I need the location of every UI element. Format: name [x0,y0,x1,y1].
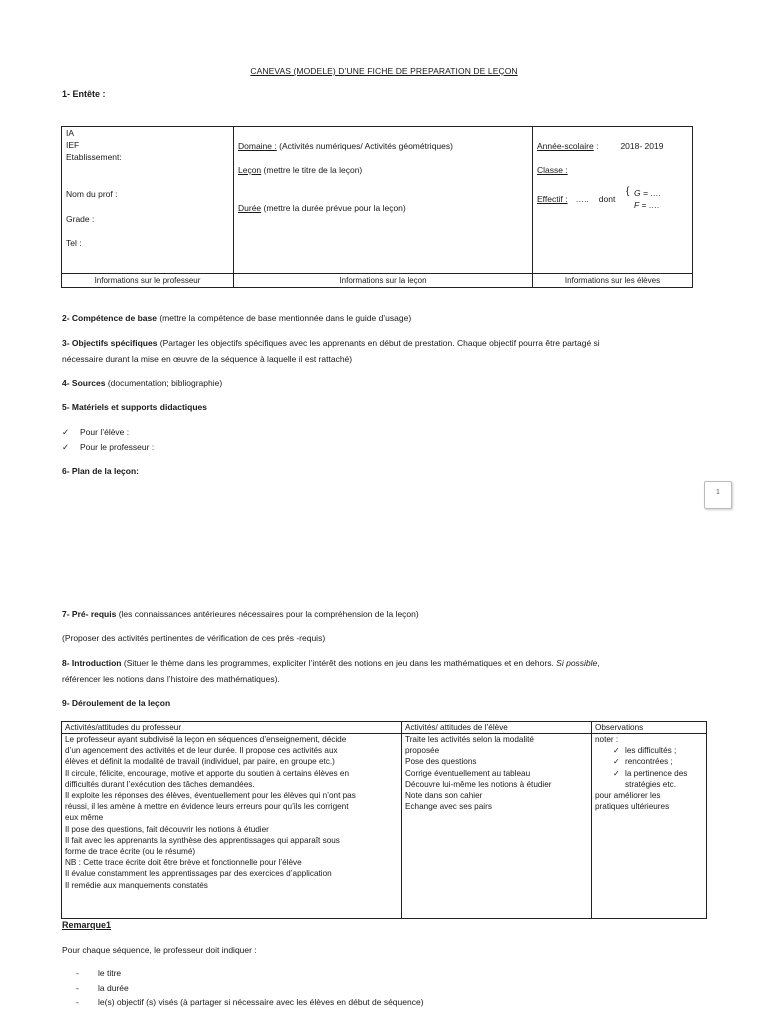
professor-info-cell [62,127,234,274]
checkmark-icon: ✓ [62,442,70,452]
sources-text: (documentation; bibliographie) [105,378,223,388]
observation-check-item [595,756,703,767]
professor-info-footer: Informations sur le professeur [62,274,234,288]
prof-activity-line: difficultés durant l’exécution des tâches demandées. [65,779,255,789]
effectif-line [537,194,615,204]
annee-label: Année-scolaire [537,141,594,151]
header-table [61,126,693,288]
remarque-item [76,983,129,993]
ief-label: IEF [66,140,80,150]
prof-activity-line: Il remédie aux manquements constatés [65,880,208,890]
etablissement-label: Etablissement: [66,152,122,162]
student-activity-line: Traite les activités selon la modalité [405,735,534,744]
brace-icon: { [626,186,630,197]
dash-bullet: - [76,968,79,978]
checkmark-icon: ✓ [613,746,620,756]
tel-label: Tel : [66,238,82,248]
prof-name-label: Nom du prof : [66,189,118,199]
remarque-title: Remarque1 [62,920,112,930]
student-activity-line: Pose des questions [405,757,477,767]
prof-activity-line: Il circule, félicite, encourage, motive et apporte du soutien à certains élèves en [65,768,349,778]
observations-cell [592,734,707,919]
prof-activity-line: eux même [65,813,104,823]
effectif-dots: ….. [575,194,589,204]
observation-line: pratiques ultérieures [595,802,670,812]
section-materiels [62,399,702,415]
observation-check-label: les difficultés ; [625,746,677,756]
remarque-item-label: le titre [98,968,122,978]
competence-text: (mettre la compétence de base mentionnée dans le guide d’usage) [156,313,412,323]
annee-colon: : [593,141,599,151]
domaine-label: Domaine : [238,141,277,151]
annee-line [537,141,663,151]
competence-title: 2- Compétence de base [62,313,157,323]
domaine-text: (Activités numériques/ Activités géométriques) [276,141,453,151]
header-observations: Observations [592,722,707,734]
prof-activity-line: réussi, il les amène à mettre en évidence leurs erreurs pour qu’ils les corrigent [65,802,349,812]
observation-check-item [595,768,703,779]
deroulement-title: 9- Déroulement de la leçon [62,698,171,708]
introduction-title: 8- Introduction [62,658,122,668]
materiel-item-label: Pour l’élève : [80,427,130,437]
lecon-text: (mettre le titre de la leçon) [261,165,363,175]
section-deroulement [62,695,702,711]
checkmark-icon: ✓ [62,427,70,437]
students-info-footer: Informations sur les élèves [533,274,693,288]
introduction-line-2: référencer les notions dans l’histoire des mathématiques). [62,674,280,684]
ia-label: IA [66,128,75,138]
grade-label: Grade : [66,214,95,224]
dash-bullet: - [76,997,79,1007]
introduction-line-1 [62,655,702,671]
observation-check-label: rencontrées ; [625,757,673,767]
lecon-line [238,165,362,175]
checkmark-icon: ✓ [613,768,620,778]
checkmark-icon: ✓ [613,757,620,767]
materiel-item-eleve [62,427,129,438]
lesson-info-cell [234,127,533,274]
objectifs-line-1 [62,335,702,351]
deroulement-table [61,721,707,919]
objectifs-title: 3- Objectifs spécifiques [62,338,158,348]
remarque-item [76,968,121,978]
remarque-item [76,997,424,1007]
classe-label: Classe : [537,165,568,175]
prerequis-title: 7- Pré- requis [62,609,117,619]
student-activities-cell [402,734,592,919]
observation-check-item [595,745,703,756]
duree-line [238,203,406,213]
section-sources [62,375,702,391]
prof-activity-line: Il exploite les réponses des élèves, éventuellement pour les élèves qui n’ont pas [65,791,356,801]
section-entete: 1- Entête : [62,89,106,99]
domaine-line [238,141,453,151]
remarque-intro: Pour chaque séquence, le professeur doit indiquer : [62,945,257,955]
observation-check-label: la pertinence des [625,768,688,778]
observation-line: pour améliorer les [595,791,661,801]
student-activity-line: Echange avec ses pairs [405,802,492,812]
prof-activity-line: Le professeur ayant subdivisé la leçon en séquences d’enseignement, décide [65,735,347,744]
introduction-text: (Situer le thème dans les programmes, expliciter l’intérêt des notions en jeu dans les mathématiques et en dehors. [121,658,557,668]
observation-intro: noter : [595,735,619,744]
materiel-item-professeur [62,442,154,453]
lecon-label: Leçon [238,165,262,175]
section-objectifs [62,335,702,367]
student-activity-line: Note dans son cahier [405,791,483,801]
remarque-item-label: la durée [98,983,129,993]
student-activity-line: proposée [405,746,440,756]
document-title: CANEVAS (MODELE) D’UNE FICHE DE PREPARATION DE LEÇON [250,66,518,76]
introduction-comma: , [597,658,600,668]
prerequis-note: (Proposer des activités pertinentes de vérification de ces prés -requis) [62,633,326,643]
prof-activity-line: élèves et définit la modalité de travail (individuel, par paire, en groupe etc.) [65,757,335,767]
header-prof-activities: Activités/attitudes du professeur [62,722,402,734]
dash-bullet: - [76,983,79,993]
prof-activity-line: NB : Cette trace écrite doit être brève et fonctionnelle pour l’élève [65,858,302,868]
prof-activity-line: d’un agencement des activités et de leur durée. Il propose ces activités aux [65,746,338,756]
students-info-cell [533,127,693,274]
observation-continuation: stratégies etc. [625,779,676,789]
prof-activity-line: Il pose des questions, fait découvrir les notions à étudier [65,824,269,834]
prof-activity-line: Il évalue constamment les apprentissages par des exercices d’application [65,869,332,879]
introduction-italic: Si possible [556,658,598,668]
student-activity-line: Corrige éventuellement au tableau [405,768,531,778]
section-plan [62,463,702,479]
page-number-badge: 1 [704,481,732,509]
effectif-label: Effectif : [537,194,568,204]
section-prerequis [62,606,702,622]
section-competence [62,310,702,326]
duree-text: (mettre la durée prévue pour la leçon) [261,203,406,213]
objectifs-line-2: nécessaire durant la mise en œuvre de la séquence à laquelle il est rattaché) [62,354,353,364]
prerequis-text: (les connaissances antérieures nécessaires pour la compréhension de la leçon) [116,609,419,619]
plan-title: 6- Plan de la leçon: [62,466,139,476]
g-count: G = …. [634,188,662,198]
f-count: F = …. [634,200,660,210]
prof-activity-line: Il fait avec les apprenants la synthèse des apprentissages qui apparaît sous [65,835,340,845]
section-introduction [62,655,702,687]
materiel-item-label: Pour le professeur : [80,442,155,452]
duree-label: Durée [238,203,262,213]
objectifs-text: (Partager les objectifs spécifiques avec les apprenants en début de prestation. Chaque objectif pourra être partagé si [157,338,600,348]
header-student-activities: Activités/ attitudes de l’élève [402,722,592,734]
annee-value: 2018- 2019 [620,141,664,151]
remarque-item-label: le(s) objectif (s) visés (à partager si nécessaire avec les élèves en début de séquence) [98,997,424,1007]
sources-title: 4- Sources [62,378,106,388]
prof-activity-line: forme de trace écrite (ou le résumé) [65,847,196,857]
lesson-info-footer: Informations sur la leçon [234,274,533,288]
student-activity-line: Découvre lui-même les notions à étudier [405,779,552,789]
prof-activities-cell [62,734,402,919]
dont-label: dont [598,194,616,204]
materiels-title: 5- Matériels et supports didactiques [62,402,208,412]
